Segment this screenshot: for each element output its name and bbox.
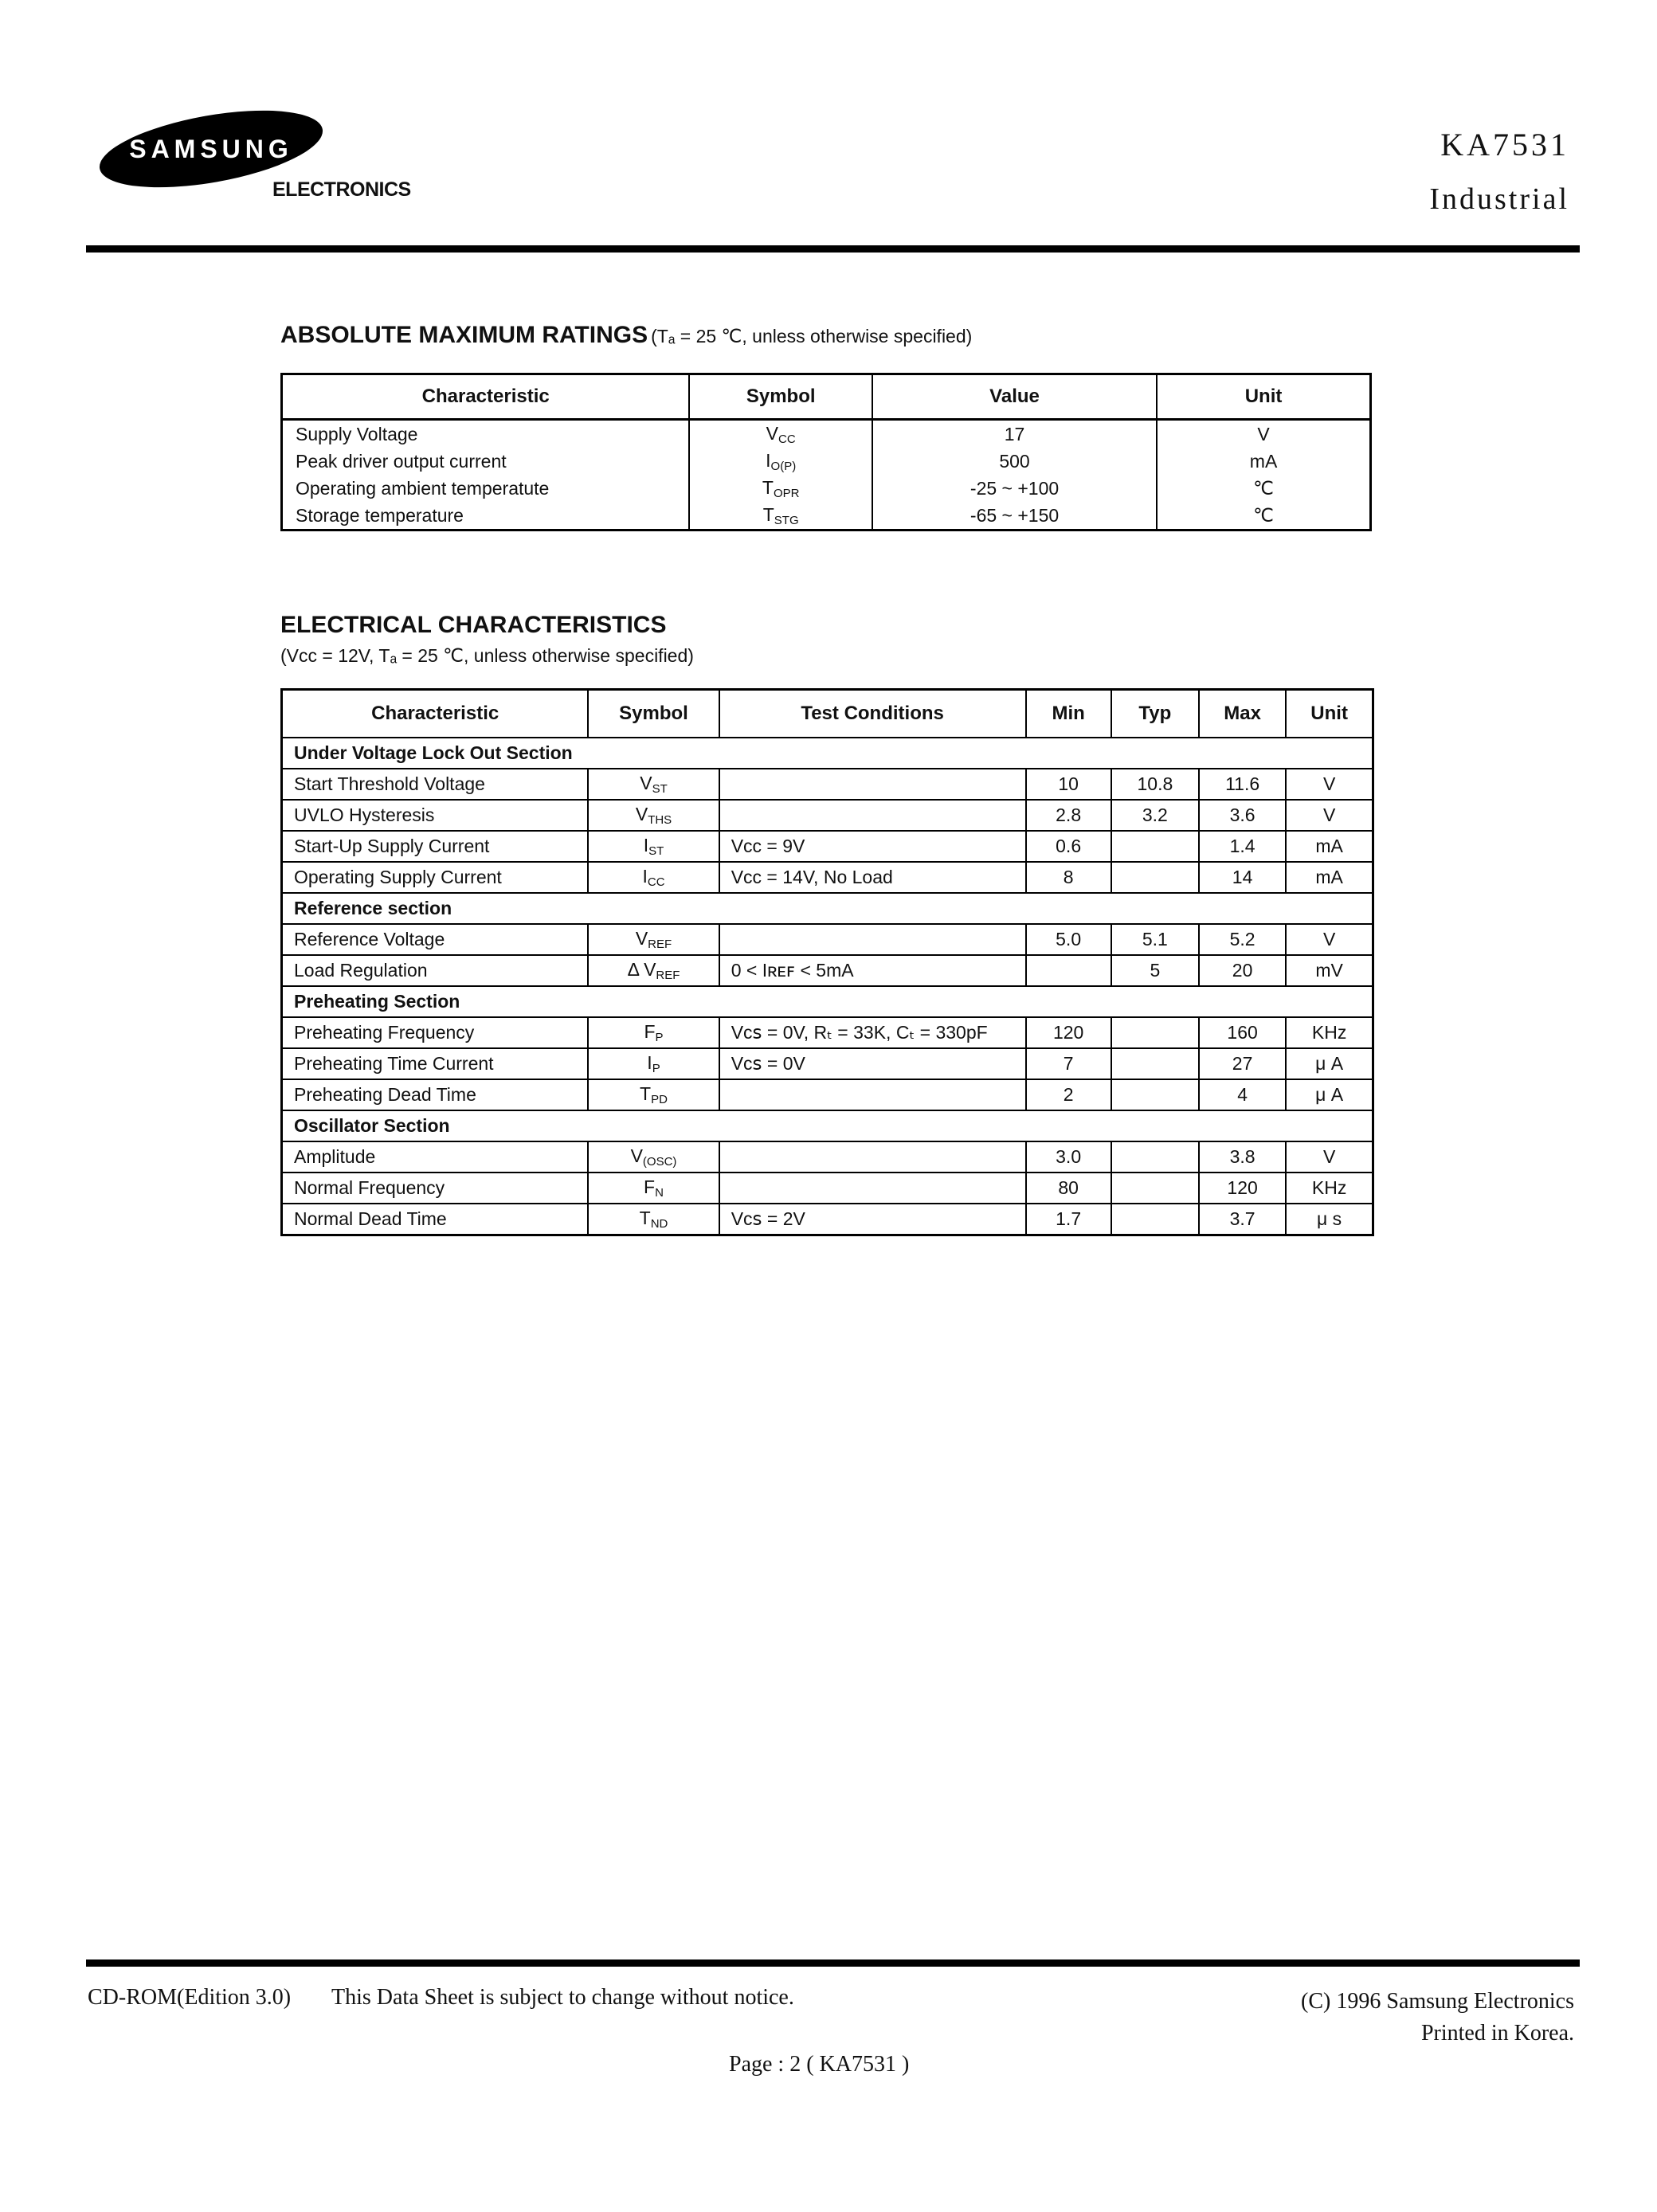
table-row — [282, 769, 1373, 800]
col-header: Unit — [1286, 690, 1373, 738]
symbol-cell — [588, 862, 719, 893]
symbol-main: T — [762, 503, 774, 525]
typ-cell — [1111, 831, 1199, 862]
typ-cell — [1111, 1017, 1199, 1048]
footer-edition: CD-ROM(Edition 3.0) — [88, 1985, 292, 2010]
symbol-main: Δ V — [627, 959, 656, 980]
characteristic-cell: Operating ambient temperatute — [282, 475, 690, 502]
characteristic-cell: Reference Voltage — [282, 924, 589, 955]
test-condition-cell: Vᴄᴄ = 9V — [719, 831, 1026, 862]
test-condition-cell — [719, 1173, 1026, 1204]
col-header: Typ — [1111, 690, 1199, 738]
symbol-cell — [689, 420, 872, 448]
characteristic-cell: Storage temperature — [282, 502, 690, 530]
section-row — [282, 1110, 1373, 1141]
symbol-subscript: CC — [778, 432, 796, 446]
absolute-max-ratings-table — [280, 373, 1372, 531]
typ-cell: 5.1 — [1111, 924, 1199, 955]
logo-subtitle: ELECTRONICS — [272, 178, 411, 201]
symbol-main: I — [643, 835, 649, 855]
table-row — [282, 1048, 1373, 1079]
table-row — [282, 475, 1371, 502]
unit-cell: V — [1286, 924, 1373, 955]
unit-cell: mA — [1286, 831, 1373, 862]
table-row — [282, 800, 1373, 831]
section-row — [282, 738, 1373, 769]
symbol-main: V — [635, 804, 648, 824]
symbol-main: I — [766, 449, 771, 471]
table-row — [282, 924, 1373, 955]
characteristic-cell: Supply Voltage — [282, 420, 690, 448]
unit-cell: μ A — [1286, 1048, 1373, 1079]
max-cell: 5.2 — [1199, 924, 1286, 955]
section-row — [282, 893, 1373, 924]
footer-page-number: Page : 2 ( KA7531 ) — [729, 2052, 910, 2077]
footer-copyright: (C) 1996 Samsung Electronics — [1301, 1989, 1574, 2014]
symbol-main: F — [644, 1176, 656, 1197]
min-cell: 2.8 — [1026, 800, 1111, 831]
characteristic-cell: Normal Frequency — [282, 1173, 589, 1204]
unit-cell: ℃ — [1157, 475, 1370, 502]
symbol-cell — [689, 475, 872, 502]
unit-cell: mA — [1157, 448, 1370, 475]
symbol-cell — [588, 769, 719, 800]
table-row — [282, 1017, 1373, 1048]
unit-cell: V — [1286, 800, 1373, 831]
max-cell: 20 — [1199, 955, 1286, 986]
characteristic-cell: Load Regulation — [282, 955, 589, 986]
footer-notice: This Data Sheet is subject to change without notice. — [331, 1985, 794, 2010]
symbol-subscript: N — [655, 1186, 664, 1200]
table-row — [282, 955, 1373, 986]
min-cell — [1026, 955, 1111, 986]
symbol-main: V — [766, 422, 779, 444]
min-cell: 3.0 — [1026, 1141, 1111, 1173]
section-heading: Reference section — [282, 893, 1373, 924]
symbol-cell — [588, 924, 719, 955]
category-label: Industrial — [1429, 182, 1569, 216]
symbol-cell — [689, 448, 872, 475]
typ-cell — [1111, 1141, 1199, 1173]
max-cell: 1.4 — [1199, 831, 1286, 862]
section-row — [282, 986, 1373, 1017]
characteristic-cell: Start-Up Supply Current — [282, 831, 589, 862]
test-condition-cell: Vᴄᴄ = 14V, No Load — [719, 862, 1026, 893]
unit-cell: KHz — [1286, 1173, 1373, 1204]
value-cell: -65 ~ +150 — [872, 502, 1157, 530]
col-header: Symbol — [588, 690, 719, 738]
test-condition-cell — [719, 1079, 1026, 1110]
symbol-subscript: (OSC) — [642, 1155, 677, 1169]
unit-cell: μ s — [1286, 1204, 1373, 1235]
characteristic-cell: Preheating Dead Time — [282, 1079, 589, 1110]
min-cell: 1.7 — [1026, 1204, 1111, 1235]
symbol-subscript: CC — [647, 875, 665, 889]
typ-cell — [1111, 1048, 1199, 1079]
symbol-main: T — [639, 1208, 651, 1228]
symbol-subscript: P — [655, 1031, 664, 1044]
max-cell: 3.6 — [1199, 800, 1286, 831]
value-cell: 17 — [872, 420, 1157, 448]
ec-section-title: ELECTRICAL CHARACTERISTICS — [280, 612, 667, 638]
typ-cell: 3.2 — [1111, 800, 1199, 831]
symbol-main: T — [762, 476, 774, 498]
symbol-main: F — [644, 1021, 656, 1042]
min-cell: 0.6 — [1026, 831, 1111, 862]
footer-rule — [86, 1959, 1580, 1967]
max-cell: 3.8 — [1199, 1141, 1286, 1173]
symbol-subscript: ST — [652, 782, 668, 796]
min-cell: 7 — [1026, 1048, 1111, 1079]
table-row — [282, 1141, 1373, 1173]
symbol-subscript: REF — [648, 938, 672, 951]
characteristic-cell: Start Threshold Voltage — [282, 769, 589, 800]
symbol-subscript: STG — [774, 513, 799, 527]
unit-cell: V — [1286, 769, 1373, 800]
test-condition-cell: 0 < Iʀᴇꜰ < 5mA — [719, 955, 1026, 986]
symbol-subscript: ST — [648, 844, 664, 858]
test-condition-cell: Vᴄꜱ = 0V — [719, 1048, 1026, 1079]
table-row — [282, 1173, 1373, 1204]
max-cell: 160 — [1199, 1017, 1286, 1048]
table-row — [282, 1079, 1373, 1110]
max-cell: 11.6 — [1199, 769, 1286, 800]
symbol-cell — [588, 831, 719, 862]
section-heading: Under Voltage Lock Out Section — [282, 738, 1373, 769]
characteristic-cell: Normal Dead Time — [282, 1204, 589, 1235]
part-number: KA7531 — [1440, 127, 1569, 162]
symbol-cell — [588, 1079, 719, 1110]
col-header: Value — [872, 374, 1157, 420]
table-row — [282, 1204, 1373, 1235]
col-header: Characteristic — [282, 374, 690, 420]
max-cell: 27 — [1199, 1048, 1286, 1079]
typ-cell: 5 — [1111, 955, 1199, 986]
ec-condition: (Vᴄᴄ = 12V, Tₐ = 25 ℃, unless otherwise specified) — [280, 645, 694, 666]
section-heading: Preheating Section — [282, 986, 1373, 1017]
typ-cell: 10.8 — [1111, 769, 1199, 800]
symbol-subscript: ND — [650, 1217, 668, 1231]
symbol-main: I — [647, 1052, 652, 1073]
unit-cell: mV — [1286, 955, 1373, 986]
characteristic-cell: Peak driver output current — [282, 448, 690, 475]
symbol-cell — [588, 800, 719, 831]
unit-cell: V — [1286, 1141, 1373, 1173]
header-rule — [86, 245, 1580, 253]
col-header: Max — [1199, 690, 1286, 738]
logo-wordmark: SAMSUNG — [129, 135, 293, 163]
test-condition-cell: Vᴄꜱ = 2V — [719, 1204, 1026, 1235]
amr-condition: (Tₐ = 25 ℃, unless otherwise specified) — [651, 326, 973, 346]
test-condition-cell: Vᴄꜱ = 0V, Rₜ = 33K, Cₜ = 330pF — [719, 1017, 1026, 1048]
symbol-cell — [588, 1173, 719, 1204]
characteristic-cell: UVLO Hysteresis — [282, 800, 589, 831]
min-cell: 80 — [1026, 1173, 1111, 1204]
test-condition-cell — [719, 769, 1026, 800]
unit-cell: KHz — [1286, 1017, 1373, 1048]
characteristic-cell: Preheating Frequency — [282, 1017, 589, 1048]
min-cell: 5.0 — [1026, 924, 1111, 955]
min-cell: 2 — [1026, 1079, 1111, 1110]
symbol-cell — [588, 955, 719, 986]
max-cell: 4 — [1199, 1079, 1286, 1110]
section-heading: Oscillator Section — [282, 1110, 1373, 1141]
table-row — [282, 862, 1373, 893]
characteristic-cell: Amplitude — [282, 1141, 589, 1173]
min-cell: 120 — [1026, 1017, 1111, 1048]
symbol-subscript: P — [652, 1062, 660, 1075]
symbol-subscript: OPR — [773, 486, 800, 500]
symbol-cell — [588, 1048, 719, 1079]
characteristic-cell: Operating Supply Current — [282, 862, 589, 893]
symbol-cell — [588, 1204, 719, 1235]
typ-cell — [1111, 862, 1199, 893]
col-header: Min — [1026, 690, 1111, 738]
characteristic-cell: Preheating Time Current — [282, 1048, 589, 1079]
max-cell: 3.7 — [1199, 1204, 1286, 1235]
symbol-main: V — [635, 928, 648, 949]
table-header-row — [282, 690, 1373, 738]
symbol-cell — [588, 1141, 719, 1173]
symbol-cell — [588, 1017, 719, 1048]
col-header: Unit — [1157, 374, 1370, 420]
typ-cell — [1111, 1173, 1199, 1204]
amr-section-title — [280, 322, 972, 349]
table-row — [282, 831, 1373, 862]
typ-cell — [1111, 1079, 1199, 1110]
symbol-main: V — [640, 773, 652, 793]
max-cell: 14 — [1199, 862, 1286, 893]
value-cell: -25 ~ +100 — [872, 475, 1157, 502]
symbol-cell — [689, 502, 872, 530]
col-header: Characteristic — [282, 690, 589, 738]
symbol-main: I — [642, 866, 648, 887]
table-row — [282, 420, 1371, 448]
unit-cell: V — [1157, 420, 1370, 448]
unit-cell: μ A — [1286, 1079, 1373, 1110]
table-header-row — [282, 374, 1371, 420]
typ-cell — [1111, 1204, 1199, 1235]
symbol-subscript: THS — [648, 813, 672, 827]
symbol-subscript: REF — [656, 969, 680, 982]
min-cell: 10 — [1026, 769, 1111, 800]
col-header: Test Conditions — [719, 690, 1026, 738]
unit-cell: ℃ — [1157, 502, 1370, 530]
amr-title-text: ABSOLUTE MAXIMUM RATINGS — [280, 322, 648, 348]
symbol-main: V — [630, 1145, 643, 1166]
symbol-subscript: PD — [651, 1093, 668, 1106]
symbol-main: T — [640, 1083, 652, 1104]
max-cell: 120 — [1199, 1173, 1286, 1204]
test-condition-cell — [719, 800, 1026, 831]
min-cell: 8 — [1026, 862, 1111, 893]
value-cell: 500 — [872, 448, 1157, 475]
test-condition-cell — [719, 1141, 1026, 1173]
test-condition-cell — [719, 924, 1026, 955]
table-row — [282, 448, 1371, 475]
footer-printed: Printed in Korea. — [1420, 2021, 1574, 2046]
col-header: Symbol — [689, 374, 872, 420]
electrical-characteristics-table — [280, 688, 1374, 1236]
table-row — [282, 502, 1371, 530]
symbol-subscript: O(P) — [770, 459, 797, 473]
unit-cell: mA — [1286, 862, 1373, 893]
